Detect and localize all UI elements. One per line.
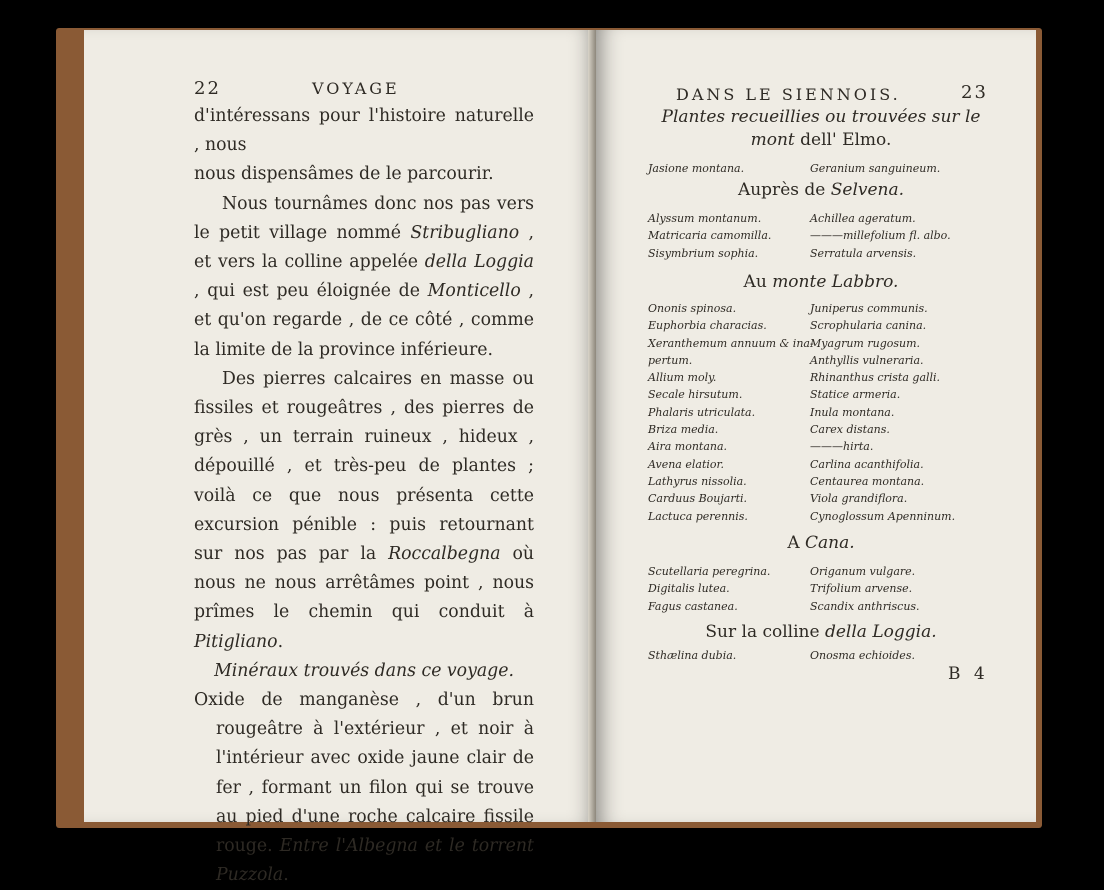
plant-name: Ononis spinosa.	[648, 302, 737, 315]
plant-name: Trifolium arvense.	[810, 582, 913, 596]
plant-name: Juniperus communis.	[810, 302, 928, 315]
plants-title	[656, 106, 986, 152]
text-run: , et qu'on regarde , de ce côté , comme la limite de la province inférieure.	[194, 281, 534, 360]
plant-name: Carex distans.	[810, 423, 890, 437]
paragraph-3	[194, 365, 534, 657]
text-run: Oxide de manganèse , d'un brun rougeâtre à l'extérieur , et noir à l'intérieur avec oxide jaune clair de fer , formant un filon qui se trouve au pied d'une roche calcaire fissile rouge.	[194, 690, 534, 857]
section-prefix: Sur la colline	[705, 622, 825, 642]
plant-name: Phalaris utriculata.	[648, 405, 756, 419]
plant-name: Scutellaria peregrina.	[648, 565, 771, 578]
plant-name: Secale hirsutum.	[648, 388, 743, 402]
text-run: où nous ne nous arrêtâmes point , nous prîmes le chemin qui conduit à	[194, 544, 534, 623]
section-prefix: Auprès de	[737, 180, 831, 200]
plant-name: Statice armeria.	[810, 388, 901, 402]
plant-name: Allium moly.	[648, 371, 717, 385]
paragraph-4	[194, 686, 534, 890]
left-page	[84, 30, 596, 886]
text-run: Des pierres calcaires en masse ou fissiles et rougeâtres , des pierres de grès , un terrain ruineux , hideux , dépouillé , et très-peu de plantes ; voilà ce que nous présenta cette excursion pénible : puis retournant sur nos pas par la	[194, 368, 534, 565]
plant-name: Carlina acanthifolia.	[810, 457, 924, 471]
plant-name: Sthælina dubia.	[648, 649, 737, 662]
right-running-head: DANS LE SIENNOIS.	[676, 85, 901, 104]
plant-name: Origanum vulgare.	[810, 565, 916, 578]
plant-name: Fagus castanea.	[648, 599, 738, 613]
section-heading-labbro	[656, 272, 986, 292]
open-book	[56, 28, 1042, 886]
plant-name: Carduus Boujarti.	[648, 492, 748, 506]
left-page-number: 22	[194, 78, 221, 99]
plant-list-labbro	[648, 300, 984, 525]
plant-name: Euphorbia characias.	[648, 319, 767, 333]
plant-list-elmo	[648, 160, 984, 177]
text-run: .	[283, 865, 289, 886]
plant-name: Achillea ageratum.	[810, 212, 916, 225]
text-line: d'intéressans pour l'histoire naturelle , nous	[194, 106, 534, 156]
section-place: Selvena.	[830, 180, 905, 200]
plant-name: ———millefolium fl. albo.	[810, 229, 951, 243]
plant-name: Scandix anthriscus.	[810, 599, 920, 613]
section-prefix: A	[787, 533, 806, 553]
plant-name: Lactuca perennis.	[648, 509, 748, 523]
plant-name: Digitalis lutea.	[648, 582, 730, 596]
plant-name: Centaurea montana.	[810, 474, 925, 488]
place-name: Pitigliano	[194, 631, 278, 652]
section-prefix: Au	[743, 272, 773, 292]
paragraph-1	[194, 102, 534, 190]
plant-name: Anthyllis vulneraria.	[810, 353, 924, 367]
plant-name: Briza media.	[648, 423, 719, 437]
plant-name: Serratula arvensis.	[810, 246, 917, 260]
plant-name: Avena elatior.	[648, 457, 725, 471]
title-roman: dell' Elmo.	[794, 130, 892, 150]
section-place: monte Labbro.	[772, 272, 899, 292]
text-run: , et vers la colline appelée	[194, 222, 534, 273]
plant-name: Sisymbrium sophia.	[648, 246, 759, 260]
section-place: Cana.	[805, 533, 855, 553]
place-name: Entre l'Albegna et le torrent Puzzola	[216, 836, 534, 886]
section-place: della Loggia.	[824, 622, 937, 642]
place-name: della Loggia	[424, 252, 534, 273]
plant-name: Scrophularia canina.	[810, 319, 927, 333]
signature-mark: B 4	[948, 664, 989, 684]
plant-name: Rhinanthus crista galli.	[810, 371, 941, 385]
plant-name: Viola grandiflora.	[810, 492, 908, 506]
plant-name: Aira montana.	[648, 440, 728, 454]
plant-name: Jasione montana.	[648, 162, 745, 175]
plant-list-loggia	[648, 647, 984, 664]
plant-name: Geranium sanguineum.	[810, 162, 941, 175]
place-name: Roccalbegna	[388, 544, 501, 565]
plant-name: Alyssum montanum.	[648, 212, 762, 225]
plant-list-selvena	[648, 210, 984, 262]
plant-name: pertum.	[648, 353, 693, 367]
place-name: Monticello	[427, 281, 521, 302]
plant-name: Cynoglossum Apenninum.	[810, 509, 956, 523]
minerals-subheading: Minéraux trouvés dans ce voyage.	[214, 660, 514, 681]
right-page	[596, 30, 1036, 822]
text-run: .	[277, 631, 284, 652]
plant-name: Inula montana.	[810, 405, 895, 419]
section-heading-cana	[656, 533, 986, 553]
plant-list-cana	[648, 563, 984, 615]
left-running-head: VOYAGE	[312, 79, 400, 98]
plant-name: Lathyrus nissolia.	[648, 474, 747, 488]
left-page-body	[194, 102, 534, 890]
text-run: Nous tournâmes donc nos pas vers le petit village nommé	[194, 193, 534, 243]
plant-name: Matricaria camomilla.	[648, 229, 772, 243]
text-run: , qui est peu éloignée de	[194, 281, 428, 302]
title-italic: Plantes recueillies ou trouvées sur le mont	[661, 107, 981, 150]
plant-name: Xeranthemum annuum & ina-	[648, 336, 814, 350]
plant-name: Onosma echioides.	[810, 649, 915, 662]
plant-name: Myagrum rugosum.	[810, 336, 921, 350]
section-heading-selvena	[656, 180, 986, 200]
right-page-number: 23	[961, 82, 988, 103]
section-heading-loggia	[656, 622, 986, 642]
paragraph-2	[194, 190, 534, 365]
plant-name: ———hirta.	[810, 440, 874, 454]
place-name: Stribugliano	[410, 222, 520, 243]
text-line: nous dispensâmes de le parcourir.	[194, 164, 494, 185]
